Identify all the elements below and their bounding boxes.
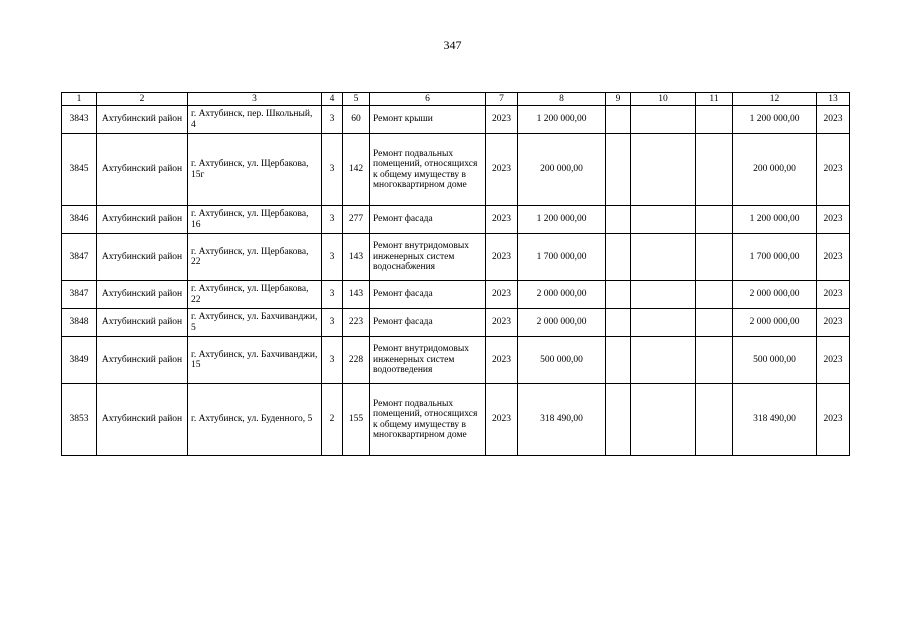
table-row bbox=[62, 309, 850, 337]
cell-col-11 bbox=[696, 337, 733, 384]
cell-district: Ахтубинский район bbox=[97, 309, 188, 337]
cell-total: 200 000,00 bbox=[733, 134, 817, 206]
cell-district: Ахтубинский район bbox=[97, 337, 188, 384]
cell-total: 2 000 000,00 bbox=[733, 281, 817, 309]
column-header-5: 5 bbox=[343, 93, 370, 106]
cell-total: 500 000,00 bbox=[733, 337, 817, 384]
cell-number: 3849 bbox=[62, 337, 97, 384]
column-header-3: 3 bbox=[188, 93, 322, 106]
cell-number: 3853 bbox=[62, 384, 97, 456]
cell-col-9 bbox=[606, 337, 631, 384]
cell-total: 318 490,00 bbox=[733, 384, 817, 456]
table-row bbox=[62, 134, 850, 206]
table-row bbox=[62, 281, 850, 309]
cell-col-4: 3 bbox=[322, 134, 343, 206]
cell-work-type: Ремонт фасада bbox=[370, 206, 486, 234]
column-header-12: 12 bbox=[733, 93, 817, 106]
cell-year: 2023 bbox=[486, 384, 518, 456]
cell-total: 1 200 000,00 bbox=[733, 206, 817, 234]
cell-col-11 bbox=[696, 309, 733, 337]
cell-work-type: Ремонт подвальных помещений, относящихся к общему имуществу в многоквартирном доме bbox=[370, 384, 486, 456]
data-table bbox=[61, 92, 850, 456]
cell-work-type: Ремонт фасада bbox=[370, 281, 486, 309]
cell-col-9 bbox=[606, 234, 631, 281]
cell-address: г. Ахтубинск, ул. Щербакова, 16 bbox=[188, 206, 322, 234]
cell-work-type: Ремонт внутридомовых инженерных систем водоснабжения bbox=[370, 234, 486, 281]
cell-col-4: 3 bbox=[322, 337, 343, 384]
cell-col-5: 143 bbox=[343, 281, 370, 309]
cell-col-10 bbox=[631, 309, 696, 337]
cell-year: 2023 bbox=[486, 309, 518, 337]
cell-cost: 2 000 000,00 bbox=[518, 309, 606, 337]
column-header-11: 11 bbox=[696, 93, 733, 106]
cell-address: г. Ахтубинск, ул. Щербакова, 22 bbox=[188, 281, 322, 309]
header-row bbox=[62, 93, 850, 106]
cell-col-4: 3 bbox=[322, 234, 343, 281]
table-body bbox=[62, 106, 850, 456]
cell-end-year: 2023 bbox=[817, 281, 850, 309]
cell-col-10 bbox=[631, 106, 696, 134]
cell-year: 2023 bbox=[486, 234, 518, 281]
cell-year: 2023 bbox=[486, 337, 518, 384]
cell-district: Ахтубинский район bbox=[97, 281, 188, 309]
cell-address: г. Ахтубинск, ул. Бахчиванджи, 15 bbox=[188, 337, 322, 384]
cell-work-type: Ремонт крыши bbox=[370, 106, 486, 134]
column-header-8: 8 bbox=[518, 93, 606, 106]
cell-col-5: 223 bbox=[343, 309, 370, 337]
cell-end-year: 2023 bbox=[817, 134, 850, 206]
cell-number: 3843 bbox=[62, 106, 97, 134]
cell-district: Ахтубинский район bbox=[97, 134, 188, 206]
cell-col-10 bbox=[631, 234, 696, 281]
table-row bbox=[62, 384, 850, 456]
cell-col-9 bbox=[606, 384, 631, 456]
cell-address: г. Ахтубинск, ул. Щербакова, 22 bbox=[188, 234, 322, 281]
column-header-10: 10 bbox=[631, 93, 696, 106]
cell-year: 2023 bbox=[486, 134, 518, 206]
cell-end-year: 2023 bbox=[817, 234, 850, 281]
cell-col-10 bbox=[631, 134, 696, 206]
cell-col-5: 60 bbox=[343, 106, 370, 134]
column-header-2: 2 bbox=[97, 93, 188, 106]
cell-year: 2023 bbox=[486, 106, 518, 134]
cell-district: Ахтубинский район bbox=[97, 384, 188, 456]
cell-work-type: Ремонт подвальных помещений, относящихся к общему имуществу в многоквартирном доме bbox=[370, 134, 486, 206]
cell-number: 3845 bbox=[62, 134, 97, 206]
cell-total: 1 700 000,00 bbox=[733, 234, 817, 281]
table-row bbox=[62, 206, 850, 234]
cell-end-year: 2023 bbox=[817, 384, 850, 456]
cell-district: Ахтубинский район bbox=[97, 206, 188, 234]
column-header-1: 1 bbox=[62, 93, 97, 106]
column-header-7: 7 bbox=[486, 93, 518, 106]
cell-cost: 318 490,00 bbox=[518, 384, 606, 456]
cell-col-5: 143 bbox=[343, 234, 370, 281]
cell-number: 3847 bbox=[62, 281, 97, 309]
cell-col-11 bbox=[696, 106, 733, 134]
cell-number: 3846 bbox=[62, 206, 97, 234]
cell-col-10 bbox=[631, 337, 696, 384]
cell-address: г. Ахтубинск, пер. Школьный, 4 bbox=[188, 106, 322, 134]
cell-col-11 bbox=[696, 384, 733, 456]
cell-address: г. Ахтубинск, ул. Буденного, 5 bbox=[188, 384, 322, 456]
cell-district: Ахтубинский район bbox=[97, 106, 188, 134]
cell-col-5: 228 bbox=[343, 337, 370, 384]
cell-address: г. Ахтубинск, ул. Бахчиванджи, 5 bbox=[188, 309, 322, 337]
cell-end-year: 2023 bbox=[817, 106, 850, 134]
cell-col-4: 3 bbox=[322, 309, 343, 337]
cell-col-5: 277 bbox=[343, 206, 370, 234]
column-header-6: 6 bbox=[370, 93, 486, 106]
cell-col-10 bbox=[631, 281, 696, 309]
table-row bbox=[62, 337, 850, 384]
cell-col-10 bbox=[631, 206, 696, 234]
cell-year: 2023 bbox=[486, 281, 518, 309]
table-header bbox=[62, 93, 850, 106]
cell-col-11 bbox=[696, 134, 733, 206]
cell-district: Ахтубинский район bbox=[97, 234, 188, 281]
cell-col-9 bbox=[606, 106, 631, 134]
column-header-4: 4 bbox=[322, 93, 343, 106]
cell-col-11 bbox=[696, 206, 733, 234]
table-row bbox=[62, 106, 850, 134]
cell-address: г. Ахтубинск, ул. Щербакова, 15г bbox=[188, 134, 322, 206]
cell-cost: 1 200 000,00 bbox=[518, 106, 606, 134]
cell-col-11 bbox=[696, 234, 733, 281]
cell-work-type: Ремонт внутридомовых инженерных систем водоотведения bbox=[370, 337, 486, 384]
cell-cost: 1 700 000,00 bbox=[518, 234, 606, 281]
cell-col-4: 3 bbox=[322, 206, 343, 234]
cell-col-10 bbox=[631, 384, 696, 456]
cell-col-11 bbox=[696, 281, 733, 309]
cell-end-year: 2023 bbox=[817, 337, 850, 384]
cell-total: 2 000 000,00 bbox=[733, 309, 817, 337]
cell-end-year: 2023 bbox=[817, 206, 850, 234]
cell-number: 3848 bbox=[62, 309, 97, 337]
cell-col-4: 3 bbox=[322, 281, 343, 309]
cell-col-4: 3 bbox=[322, 106, 343, 134]
cell-cost: 500 000,00 bbox=[518, 337, 606, 384]
cell-col-9 bbox=[606, 134, 631, 206]
cell-cost: 200 000,00 bbox=[518, 134, 606, 206]
cell-year: 2023 bbox=[486, 206, 518, 234]
cell-cost: 1 200 000,00 bbox=[518, 206, 606, 234]
cell-col-9 bbox=[606, 206, 631, 234]
cell-work-type: Ремонт фасада bbox=[370, 309, 486, 337]
page-number: 347 bbox=[443, 38, 462, 52]
column-header-9: 9 bbox=[606, 93, 631, 106]
cell-col-4: 2 bbox=[322, 384, 343, 456]
cell-col-9 bbox=[606, 309, 631, 337]
column-header-13: 13 bbox=[817, 93, 850, 106]
cell-end-year: 2023 bbox=[817, 309, 850, 337]
cell-col-5: 155 bbox=[343, 384, 370, 456]
cell-total: 1 200 000,00 bbox=[733, 106, 817, 134]
cell-number: 3847 bbox=[62, 234, 97, 281]
table-row bbox=[62, 234, 850, 281]
cell-col-9 bbox=[606, 281, 631, 309]
cell-cost: 2 000 000,00 bbox=[518, 281, 606, 309]
cell-col-5: 142 bbox=[343, 134, 370, 206]
